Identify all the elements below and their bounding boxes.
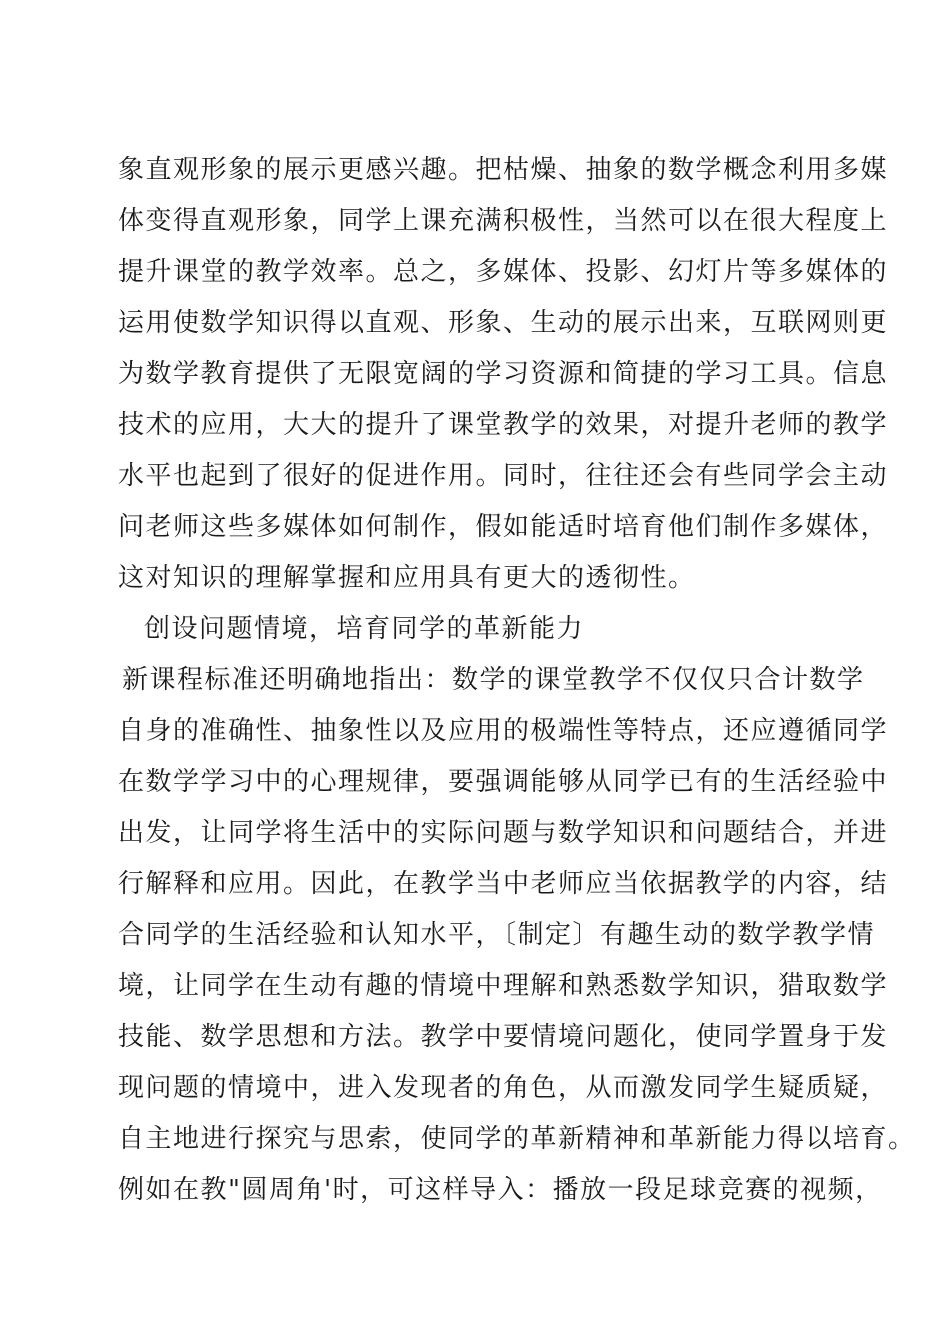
paragraph-line: 自主地进行探究与思索，使同学的革新精神和革新能力得以培育。 (118, 1124, 916, 1154)
paragraph-line: 行解释和应用。因此，在教学当中老师应当依据教学的内容，结 (118, 869, 889, 899)
paragraph-line: 体变得直观形象，同学上课充满积极性，当然可以在很大程度上 (118, 206, 889, 236)
paragraph-line: 技术的应用，大大的提升了课堂教学的效果，对提升老师的教学 (118, 410, 889, 440)
paragraph-line: 出发，让同学将生活中的实际问题与数学知识和问题结合，并进 (118, 818, 889, 848)
paragraph-line: 新课程标准还明确地指出：数学的课堂教学不仅仅只合计数学 (122, 665, 865, 695)
document-body (118, 145, 916, 1216)
section-heading: 创设问题情境，培育同学的革新能力 (144, 614, 585, 644)
paragraph-line: 运用使数学知识得以直观、形象、生动的展示出来，互联网则更 (118, 308, 889, 338)
paragraph-line: 为数学教育提供了无限宽阔的学习资源和简捷的学习工具。信息 (118, 359, 889, 389)
paragraph-line: 例如在教"圆周角'时，可这样导入：播放一段足球竞赛的视频， (118, 1175, 883, 1205)
paragraph-line: 这对知识的理解掌握和应用具有更大的透彻性。 (118, 563, 696, 593)
paragraph-line: 自身的准确性、抽象性以及应用的极端性等特点，还应遵循同学 (118, 716, 889, 746)
paragraph-line: 象直观形象的展示更感兴趣。把枯燥、抽象的数学概念利用多媒 (118, 155, 889, 185)
paragraph-line: 在数学学习中的心理规律，要强调能够从同学已有的生活经验中 (118, 767, 889, 797)
paragraph-line: 水平也起到了很好的促进作用。同时，往往还会有些同学会主动 (118, 461, 889, 491)
paragraph-line: 境，让同学在生动有趣的情境中理解和熟悉数学知识，猎取数学 (118, 971, 889, 1001)
paragraph-line: 合同学的生活经验和认知水平，〔制定〕有趣生动的数学教学情 (118, 920, 876, 950)
paragraph-line: 提升课堂的教学效率。总之，多媒体、投影、幻灯片等多媒体的 (118, 257, 889, 287)
paragraph-line: 现问题的情境中，进入发现者的角色，从而激发同学生疑质疑， (118, 1073, 889, 1103)
paragraph-line: 技能、数学思想和方法。教学中要情境问题化，使同学置身于发 (118, 1022, 889, 1052)
paragraph-line: 问老师这些多媒体如何制作，假如能适时培育他们制作多媒体， (118, 512, 889, 542)
